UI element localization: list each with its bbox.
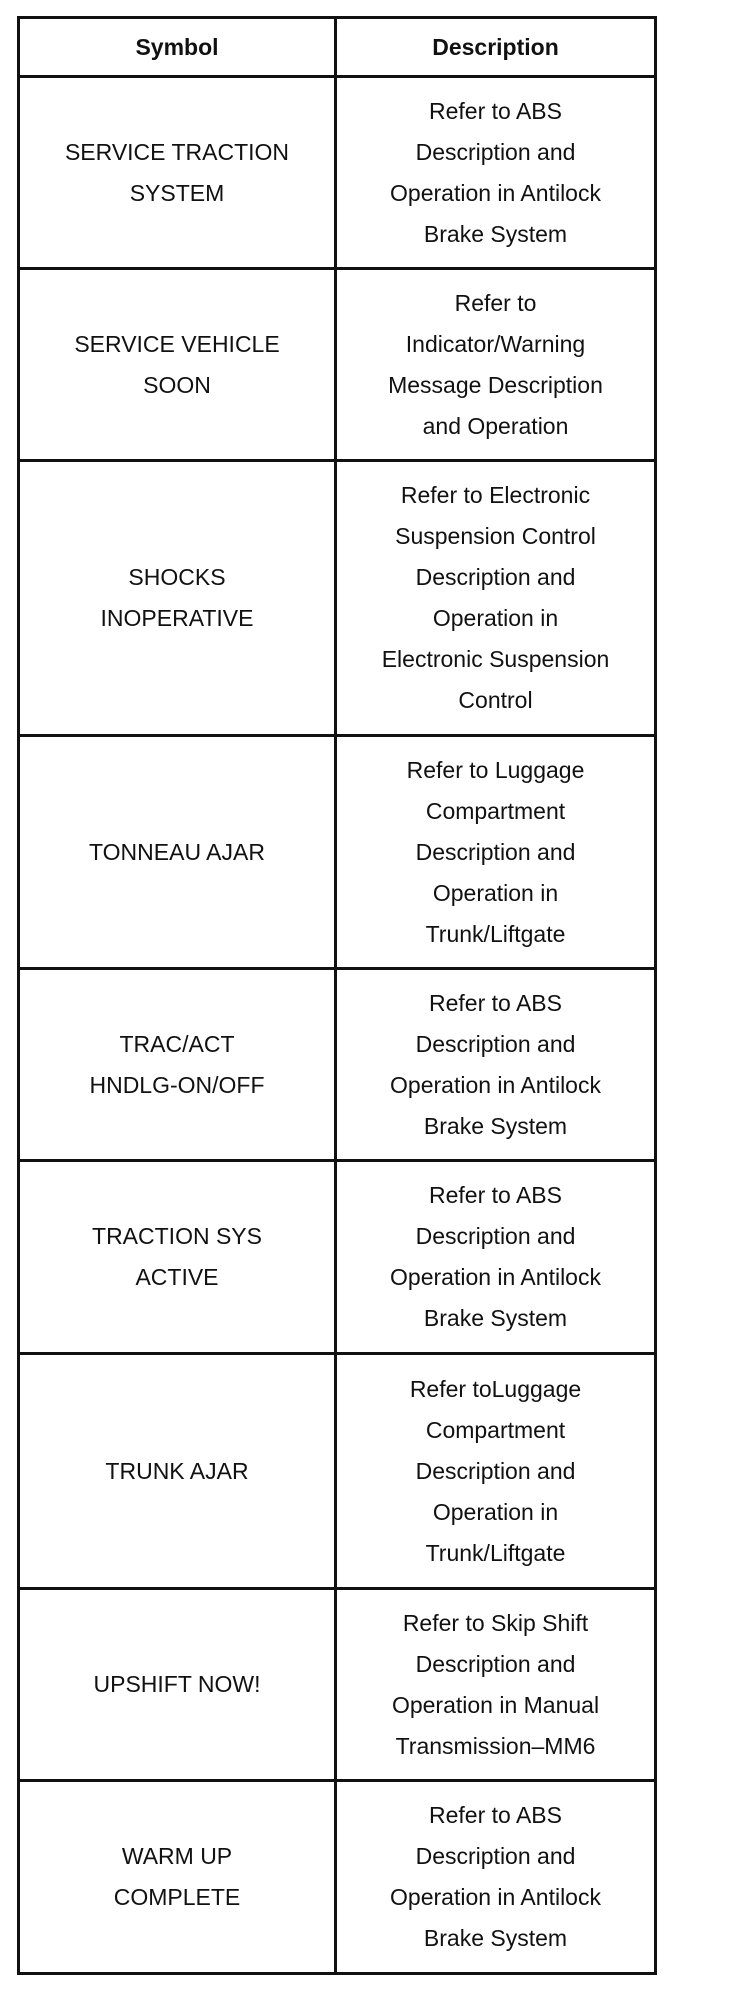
symbol-cell (19, 1781, 336, 1974)
description-cell (336, 736, 656, 969)
description-text: Refer to ABS Description and Operation in Antilock Brake System (390, 1182, 601, 1331)
description-cell (336, 461, 656, 736)
symbol-cell (19, 969, 336, 1161)
table-row (19, 1354, 656, 1589)
symbol-text: TONNEAU AJAR (89, 838, 265, 865)
table-row (19, 1781, 656, 1974)
symbol-cell (19, 461, 336, 736)
symbol-cell (19, 77, 336, 269)
symbol-text: SERVICE TRACTION SYSTEM (64, 138, 290, 206)
description-text: Refer to ABS Description and Operation in Antilock Brake System (390, 989, 601, 1139)
description-cell (336, 1589, 656, 1781)
symbol-column-header: Symbol (19, 18, 336, 77)
symbol-cell (19, 1354, 336, 1589)
symbol-description-table-container (17, 16, 654, 1975)
description-cell (336, 77, 656, 269)
table-body (19, 77, 656, 1974)
symbol-cell (19, 1161, 336, 1354)
description-cell (336, 1354, 656, 1589)
table-row (19, 269, 656, 461)
symbol-text: SHOCKS INOPERATIVE (100, 564, 254, 631)
description-text: Refer to Indicator/Warning Message Description and Operation (388, 289, 603, 439)
description-text: Refer to Skip Shift Description and Operation in Manual Transmission–MM6 (391, 1609, 600, 1759)
symbol-cell (19, 1589, 336, 1781)
description-text: Refer to Luggage Compartment Description and Operation in Trunk/Liftgate (406, 756, 585, 947)
table-header-row (19, 18, 656, 77)
symbol-cell (19, 269, 336, 461)
symbol-cell (19, 736, 336, 969)
table-row (19, 736, 656, 969)
symbol-text: TRUNK AJAR (105, 1457, 249, 1484)
symbol-text: TRAC/ACT HNDLG-ON/OFF (89, 1030, 265, 1098)
symbol-text: UPSHIFT NOW! (93, 1671, 261, 1697)
description-text: Refer to ABS Description and Operation in Antilock Brake System (390, 97, 601, 247)
description-cell (336, 269, 656, 461)
symbol-text: WARM UP COMPLETE (113, 1843, 241, 1910)
description-cell (336, 1781, 656, 1974)
table-row (19, 1589, 656, 1781)
table-row (19, 461, 656, 736)
symbol-text: TRACTION SYS ACTIVE (92, 1223, 262, 1290)
description-text: Refer to Electronic Suspension Control Description and Operation in Electronic Suspension Control (381, 482, 610, 713)
table-row (19, 77, 656, 269)
table-row (19, 969, 656, 1161)
description-cell (336, 1161, 656, 1354)
description-column-header: Description (336, 18, 656, 77)
table-row (19, 1161, 656, 1354)
description-text: Refer toLuggage Compartment Description and Operation in Trunk/Liftgate (409, 1375, 582, 1566)
description-cell (336, 969, 656, 1161)
symbol-text: SERVICE VEHICLE SOON (74, 330, 280, 398)
description-text: Refer to ABS Description and Operation in Antilock Brake System (390, 1802, 601, 1951)
symbol-description-table (17, 16, 657, 1975)
